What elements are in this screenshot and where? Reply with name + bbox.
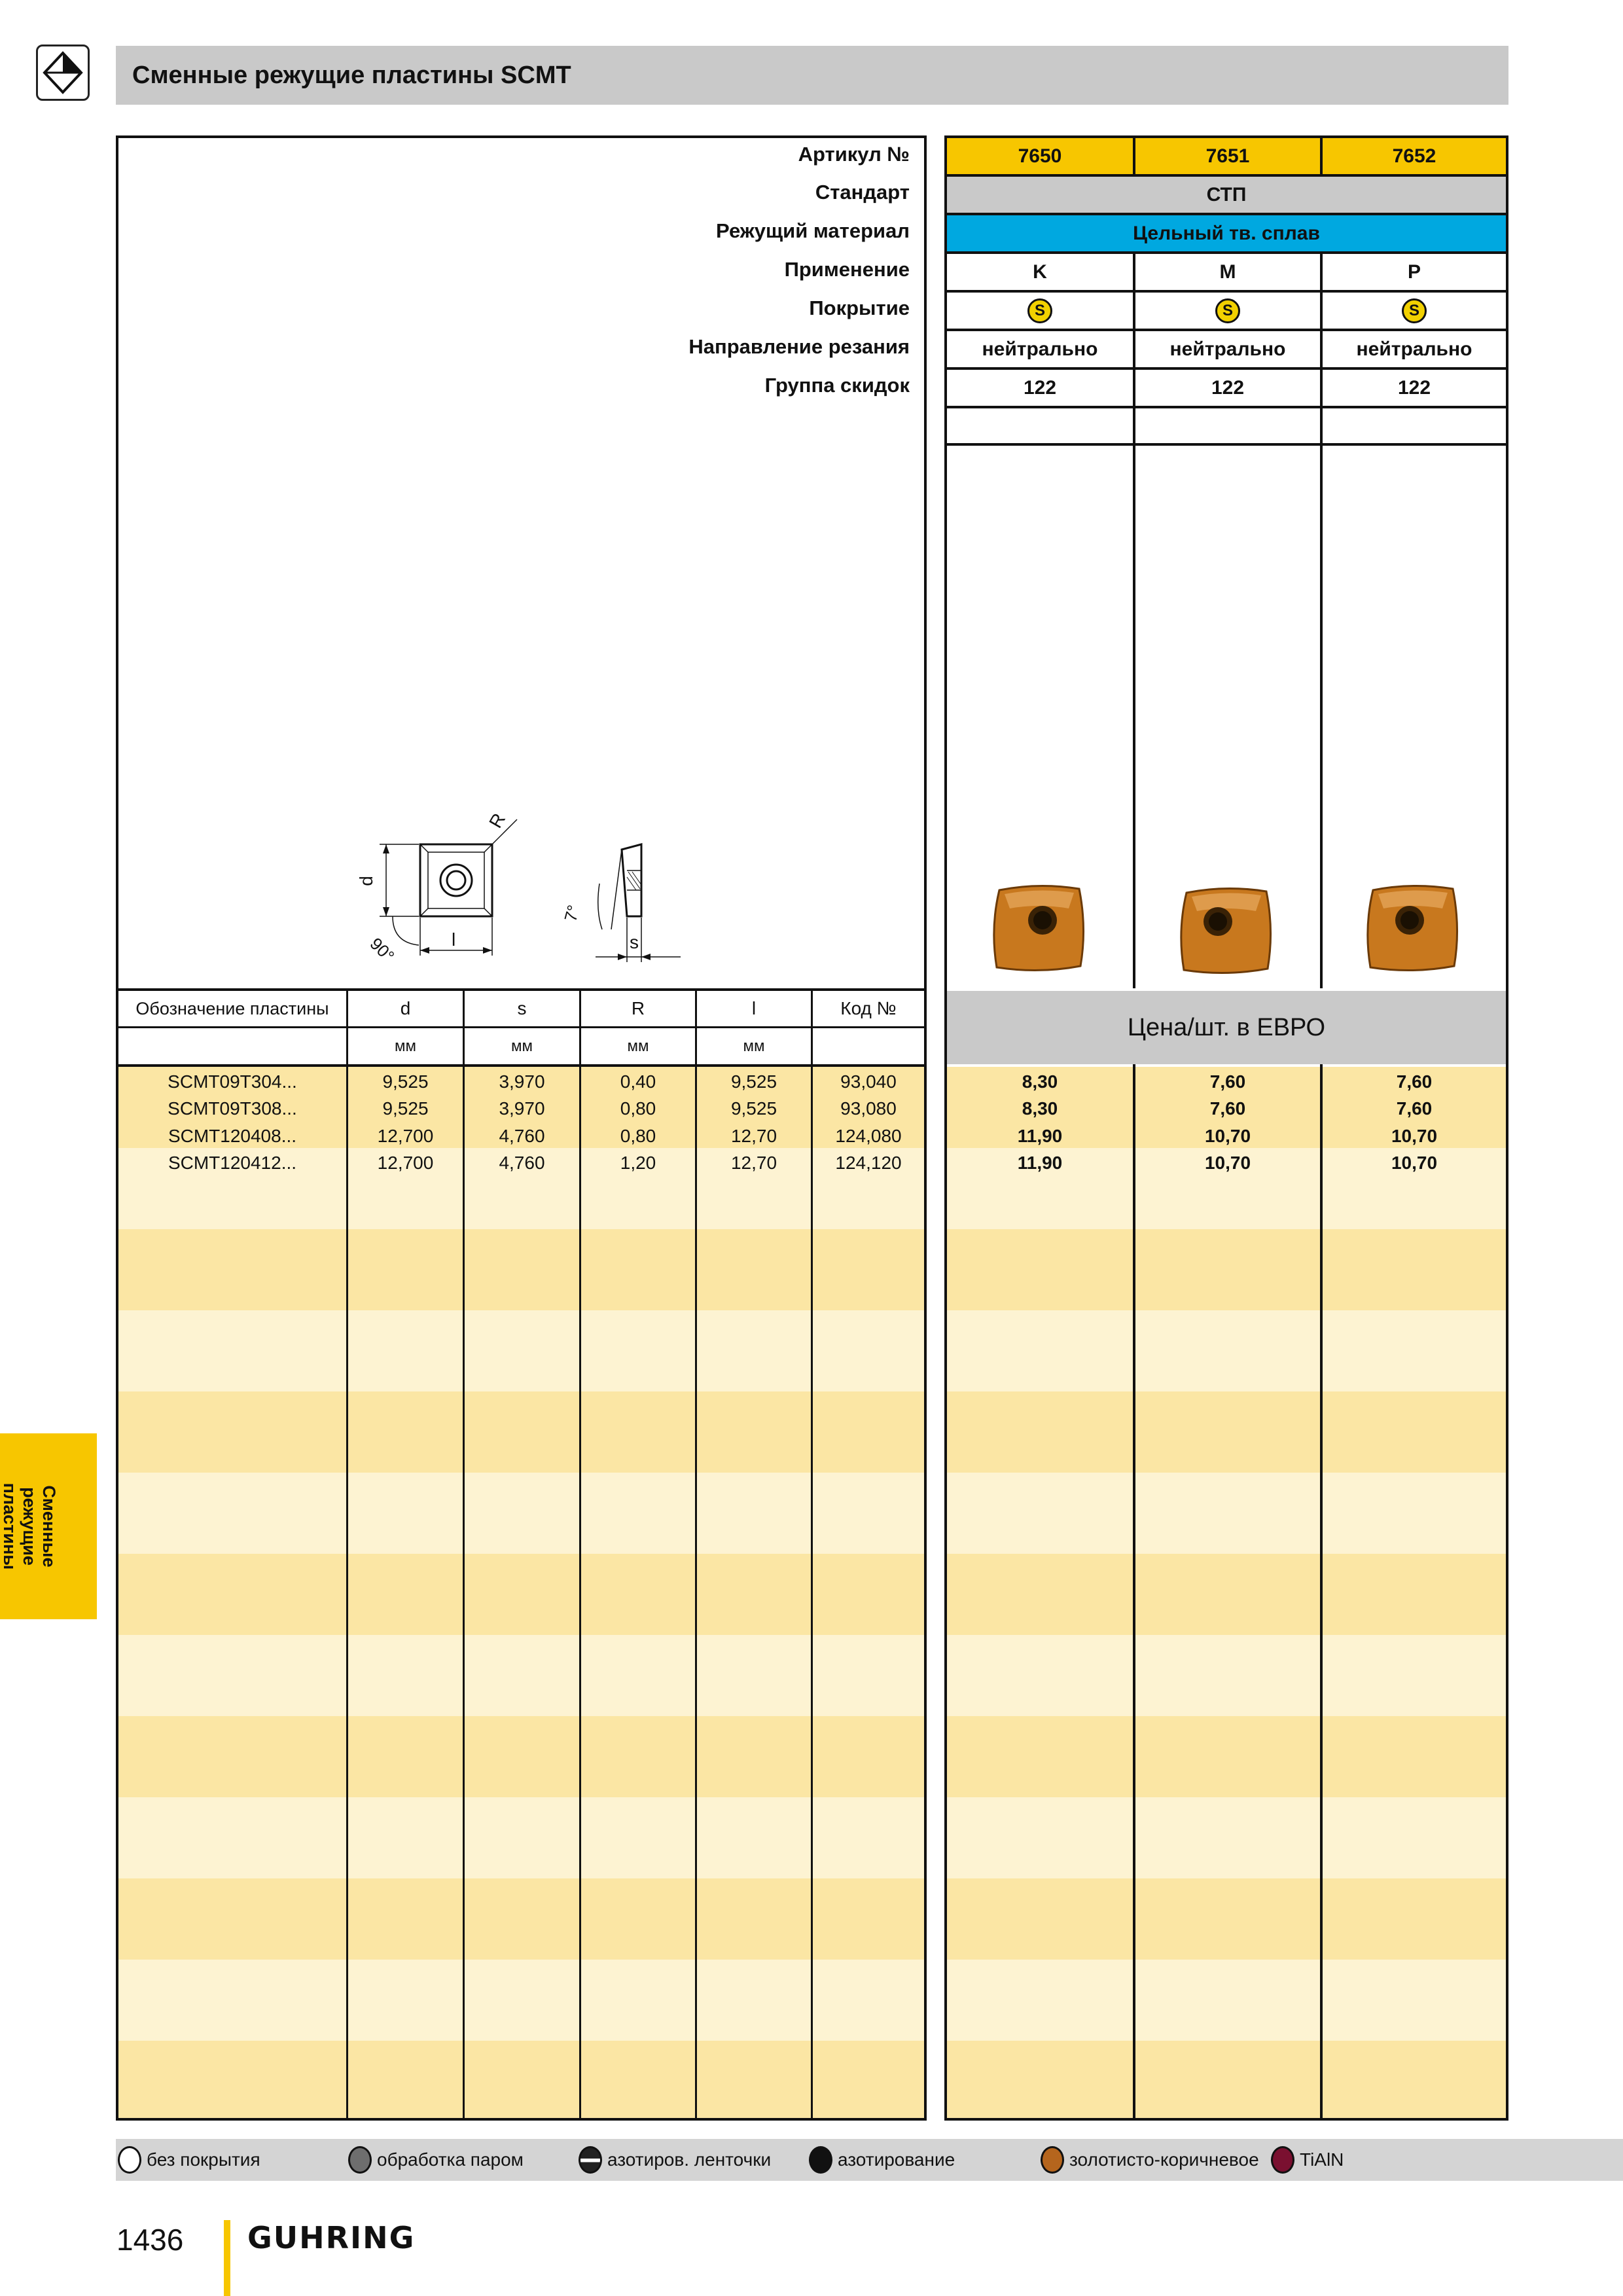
grid-line — [1320, 251, 1323, 988]
table-cell-l: 9,525 — [730, 1098, 777, 1119]
dim-label-r: R — [485, 810, 510, 832]
application-k: K — [1033, 260, 1047, 283]
table-cell-code: 93,040 — [840, 1071, 897, 1092]
col-header-d: d — [400, 998, 411, 1018]
table-cell-code: 124,080 — [835, 1125, 902, 1146]
grid-line — [944, 329, 1508, 331]
legend-tialn — [1271, 2139, 1344, 2181]
label-article: Артикул № — [798, 143, 910, 166]
price-header: Цена/шт. в ЕВРО — [947, 991, 1506, 1064]
unit-r: мм — [627, 1037, 649, 1055]
dim-label-s: s — [630, 932, 639, 952]
nitrided-margins-dot-icon — [579, 2146, 602, 2174]
legend-uncoated — [118, 2139, 260, 2181]
price-cell: 7,60 — [1396, 1098, 1433, 1119]
grid-line — [944, 443, 1508, 446]
price-cell: 8,30 — [1022, 1098, 1058, 1119]
page-number: 1436 — [116, 2223, 184, 2257]
label-application: Применение — [784, 258, 910, 281]
table-cell-designation: SCMT09T304... — [168, 1071, 297, 1092]
coating-s-icon: S — [1215, 298, 1240, 323]
table-cell-r: 1,20 — [620, 1153, 656, 1174]
legend-steam — [348, 2139, 524, 2181]
insert-image-7651 — [1177, 885, 1274, 980]
table-cell-code: 124,120 — [835, 1153, 902, 1174]
table-cell-s: 3,970 — [499, 1071, 545, 1092]
grid-line — [116, 1064, 927, 1067]
unit-d: мм — [395, 1037, 416, 1055]
price-cell: 7,60 — [1209, 1071, 1246, 1092]
label-discount: Группа скидок — [764, 374, 910, 397]
page-title: Сменные режущие пластины SCMT — [132, 62, 571, 89]
table-cell-d: 12,700 — [377, 1153, 434, 1174]
table-cell-designation: SCMT120412... — [168, 1153, 297, 1174]
price-cell: 11,90 — [1017, 1125, 1063, 1146]
side-tab-label — [0, 1440, 88, 1613]
grid-line — [1133, 1064, 1135, 2118]
tialn-dot-icon — [1271, 2146, 1294, 2174]
grid-line — [1133, 138, 1135, 174]
label-coating: Покрытие — [809, 296, 910, 319]
table-cell-d: 9,525 — [382, 1071, 429, 1092]
standard-value: СТП — [947, 177, 1506, 213]
article-7650: 7650 — [947, 138, 1133, 174]
dim-label-angle90: 90° — [366, 933, 399, 966]
table-cell-r: 0,80 — [620, 1098, 656, 1119]
label-standard: Стандарт — [815, 181, 910, 204]
discount-3: 122 — [1397, 376, 1431, 399]
discount-2: 122 — [1211, 376, 1245, 399]
col-header-s: s — [517, 998, 527, 1018]
footer-divider — [224, 2220, 230, 2296]
table-cell-r: 0,40 — [620, 1071, 656, 1092]
grid-line — [944, 367, 1508, 370]
article-7651: 7651 — [1135, 138, 1320, 174]
side-tab-line2: режущие — [20, 1487, 39, 1566]
table-cell-d: 9,525 — [382, 1098, 429, 1119]
coating-cell-2 — [1135, 293, 1320, 329]
discount-1: 122 — [1023, 376, 1057, 399]
steam-treated-dot-icon — [348, 2146, 372, 2174]
grid-line — [1320, 138, 1323, 174]
col-header-code: Код № — [840, 998, 897, 1018]
coating-cell-1 — [947, 293, 1133, 329]
table-cell-l: 12,70 — [730, 1125, 777, 1146]
coating-s-icon: S — [1402, 298, 1427, 323]
insert-technical-drawing — [353, 798, 694, 978]
price-cell: 7,60 — [1209, 1098, 1246, 1119]
gold-brown-dot-icon — [1041, 2146, 1064, 2174]
legend-label: азотирование — [838, 2149, 955, 2170]
grid-line — [1133, 251, 1135, 988]
legend-label: без покрытия — [147, 2149, 260, 2170]
dim-label-d: d — [355, 876, 376, 886]
dim-label-l: l — [452, 929, 456, 950]
direction-1: нейтрально — [982, 338, 1098, 360]
table-cell-l: 9,525 — [730, 1071, 777, 1092]
table-cell-s: 4,760 — [499, 1125, 545, 1146]
application-m: M — [1219, 260, 1236, 283]
insert-image-7652 — [1364, 882, 1461, 977]
grid-line — [944, 290, 1508, 293]
uncoated-dot-icon — [118, 2146, 141, 2174]
col-header-l: l — [751, 998, 757, 1018]
price-cell: 10,70 — [1204, 1153, 1251, 1174]
grid-line — [1320, 1064, 1323, 2118]
legend-gold-brown — [1041, 2139, 1259, 2181]
price-cell: 10,70 — [1391, 1153, 1438, 1174]
legend-label: TiAlN — [1300, 2149, 1344, 2170]
price-cell: 7,60 — [1396, 1071, 1433, 1092]
direction-2: нейтрально — [1169, 338, 1286, 360]
legend-label: обработка паром — [377, 2149, 524, 2170]
guhring-diamond-logo-icon — [36, 45, 90, 101]
col-header-r: R — [631, 998, 645, 1018]
legend-label: азотиров. ленточки — [607, 2149, 772, 2170]
table-cell-s: 4,760 — [499, 1153, 545, 1174]
unit-s: мм — [511, 1037, 533, 1055]
grid-line — [944, 213, 1508, 215]
grid-line — [944, 174, 1508, 177]
coating-cell-3 — [1323, 293, 1506, 329]
application-p: P — [1407, 260, 1421, 283]
price-cell: 11,90 — [1017, 1153, 1063, 1174]
price-cell: 8,30 — [1022, 1071, 1058, 1092]
dim-label-angle7: 7° — [560, 903, 584, 924]
coating-s-icon: S — [1027, 298, 1052, 323]
direction-3: нейтрально — [1356, 338, 1472, 360]
table-cell-s: 3,970 — [499, 1098, 545, 1119]
nitrided-dot-icon — [809, 2146, 832, 2174]
price-cell: 10,70 — [1391, 1125, 1438, 1146]
table-cell-r: 0,80 — [620, 1125, 656, 1146]
side-tab-line3: пластины — [0, 1482, 20, 1570]
table-cell-designation: SCMT09T308... — [168, 1098, 297, 1119]
material-value: Цельный тв. сплав — [947, 215, 1506, 251]
grid-line — [944, 251, 1508, 254]
legend-label: золотисто-коричневое — [1069, 2149, 1259, 2170]
brand-logo: GUHRING — [247, 2220, 416, 2255]
table-cell-l: 12,70 — [730, 1153, 777, 1174]
unit-l: мм — [743, 1037, 765, 1055]
legend-nitrided — [809, 2139, 955, 2181]
label-material: Режущий материал — [716, 219, 910, 242]
insert-image-7650 — [990, 882, 1087, 977]
legend-nitrided-margins — [579, 2139, 771, 2181]
article-7652: 7652 — [1323, 138, 1506, 174]
col-header-designation: Обозначение пластины — [135, 998, 329, 1018]
table-cell-code: 93,080 — [840, 1098, 897, 1119]
label-direction: Направление резания — [688, 335, 910, 358]
grid-line — [944, 406, 1508, 408]
table-cell-designation: SCMT120408... — [168, 1125, 297, 1146]
table-cell-d: 12,700 — [377, 1125, 434, 1146]
side-tab-line1: Сменные — [39, 1485, 59, 1568]
price-cell: 10,70 — [1204, 1125, 1251, 1146]
